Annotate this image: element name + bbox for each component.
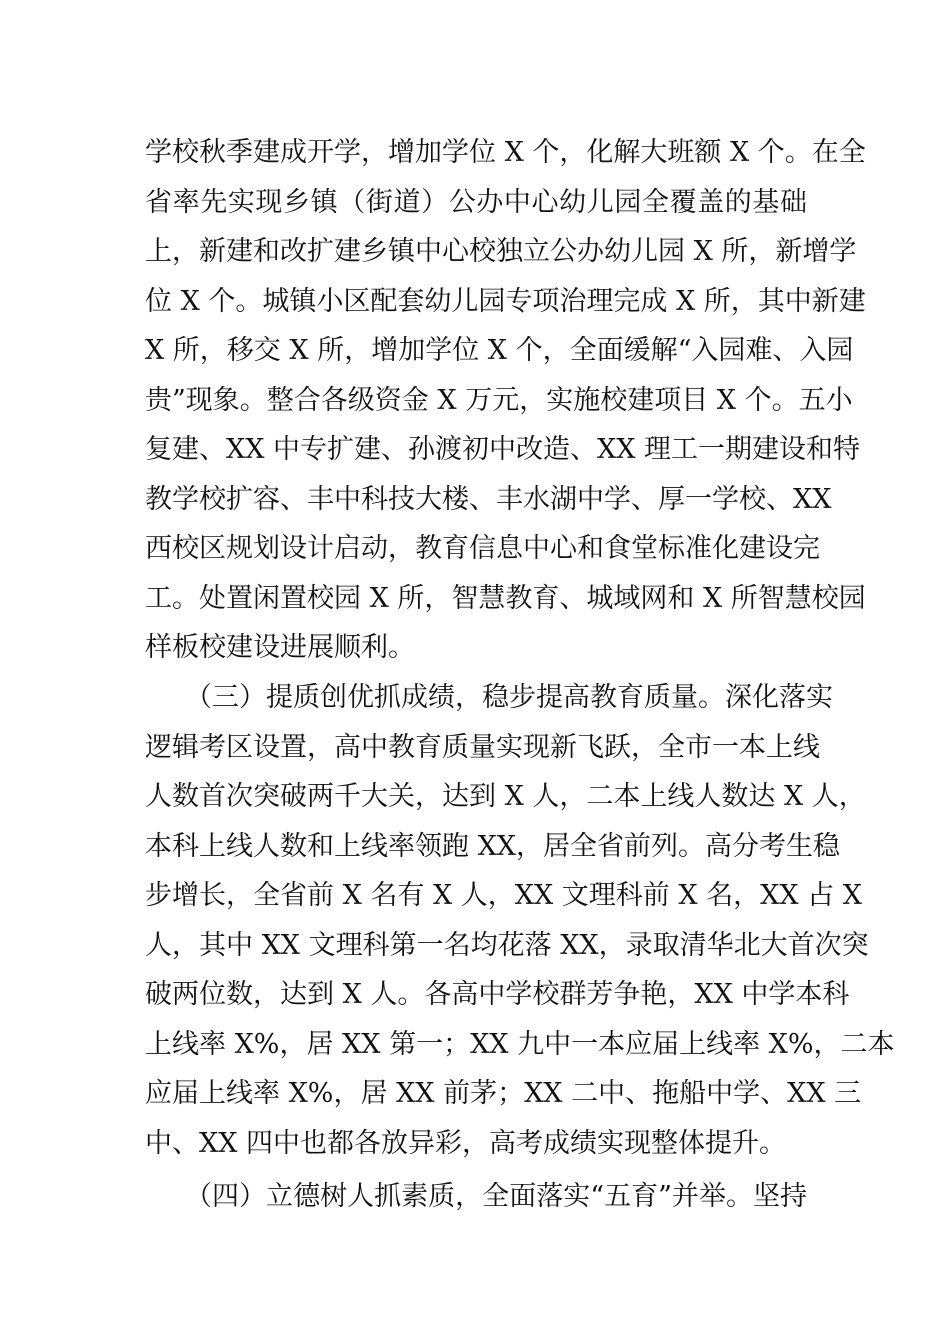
- text-line: 中、XX 四中也都各放异彩，高考成绩实现整体提升。: [145, 1127, 787, 1159]
- text-line: 位 X 个。城镇小区配套幼儿园专项治理完成 X 所，其中新建: [145, 285, 866, 317]
- text-line: 样板校建设进展顺利。: [145, 632, 415, 663]
- paragraph-school-construction: [145, 128, 866, 673]
- text-line: 省率先实现乡镇（街道）公办中心幼儿园全覆盖的基础: [145, 186, 807, 218]
- paragraph-education-quality: [145, 673, 895, 1168]
- text-line: 人数首次突破两千大关，达到 X 人，二本上线人数达 X 人，: [145, 781, 866, 812]
- text-line: 学校秋季建成开学，增加学位 X 个，化解大班额 X 个。在全: [145, 137, 866, 168]
- text-line: 应届上线率 X%，居 XX 前茅；XX 二中、拖船中学、XX 三: [145, 1078, 862, 1109]
- text-line: 教学校扩容、丰中科技大楼、丰水湖中学、厚一学校、XX: [145, 483, 832, 515]
- text-line: 逻辑考区设置，高中教育质量实现新飞跃，全市一本上线: [145, 731, 820, 763]
- text-line: 复建、XX 中专扩建、孙渡初中改造、XX 理工一期建设和特: [145, 434, 861, 465]
- text-line: 工。处置闲置校园 X 所，智慧教育、城域网和 X 所智慧校园: [145, 582, 866, 614]
- paragraph-moral-education: [145, 1172, 807, 1222]
- text-line: X 所，移交 X 所，增加学位 X 个，全面缓解“入园难、入园: [145, 335, 854, 366]
- text-line: （四）立德树人抓素质，全面落实“五育”并举。坚持: [185, 1181, 807, 1212]
- text-line: 破两位数，达到 X 人。各高中学校群芳争艳，XX 中学本科: [145, 979, 850, 1010]
- text-line: （三）提质创优抓成绩，稳步提高教育质量。深化落实: [185, 682, 833, 713]
- text-line: 上，新建和改扩建乡镇中心校独立公办幼儿园 X 所，新增学: [145, 236, 857, 267]
- text-line: 步增长，全省前 X 名有 X 人，XX 文理科前 X 名，XX 占 X: [145, 880, 863, 911]
- text-line: 西校区规划设计启动，教育信息中心和食堂标准化建设完: [145, 533, 820, 564]
- text-line: 上线率 X%，居 XX 第一；XX 九中一本应届上线率 X%，二本: [145, 1028, 895, 1060]
- text-line: 贵”现象。整合各级资金 X 万元，实施校建项目 X 个。五小: [145, 384, 853, 416]
- text-line: 人，其中 XX 文理科第一名均花落 XX，录取清华北大首次突: [145, 929, 869, 961]
- text-line: 本科上线人数和上线率领跑 XX，居全省前列。高分考生稳: [145, 830, 841, 862]
